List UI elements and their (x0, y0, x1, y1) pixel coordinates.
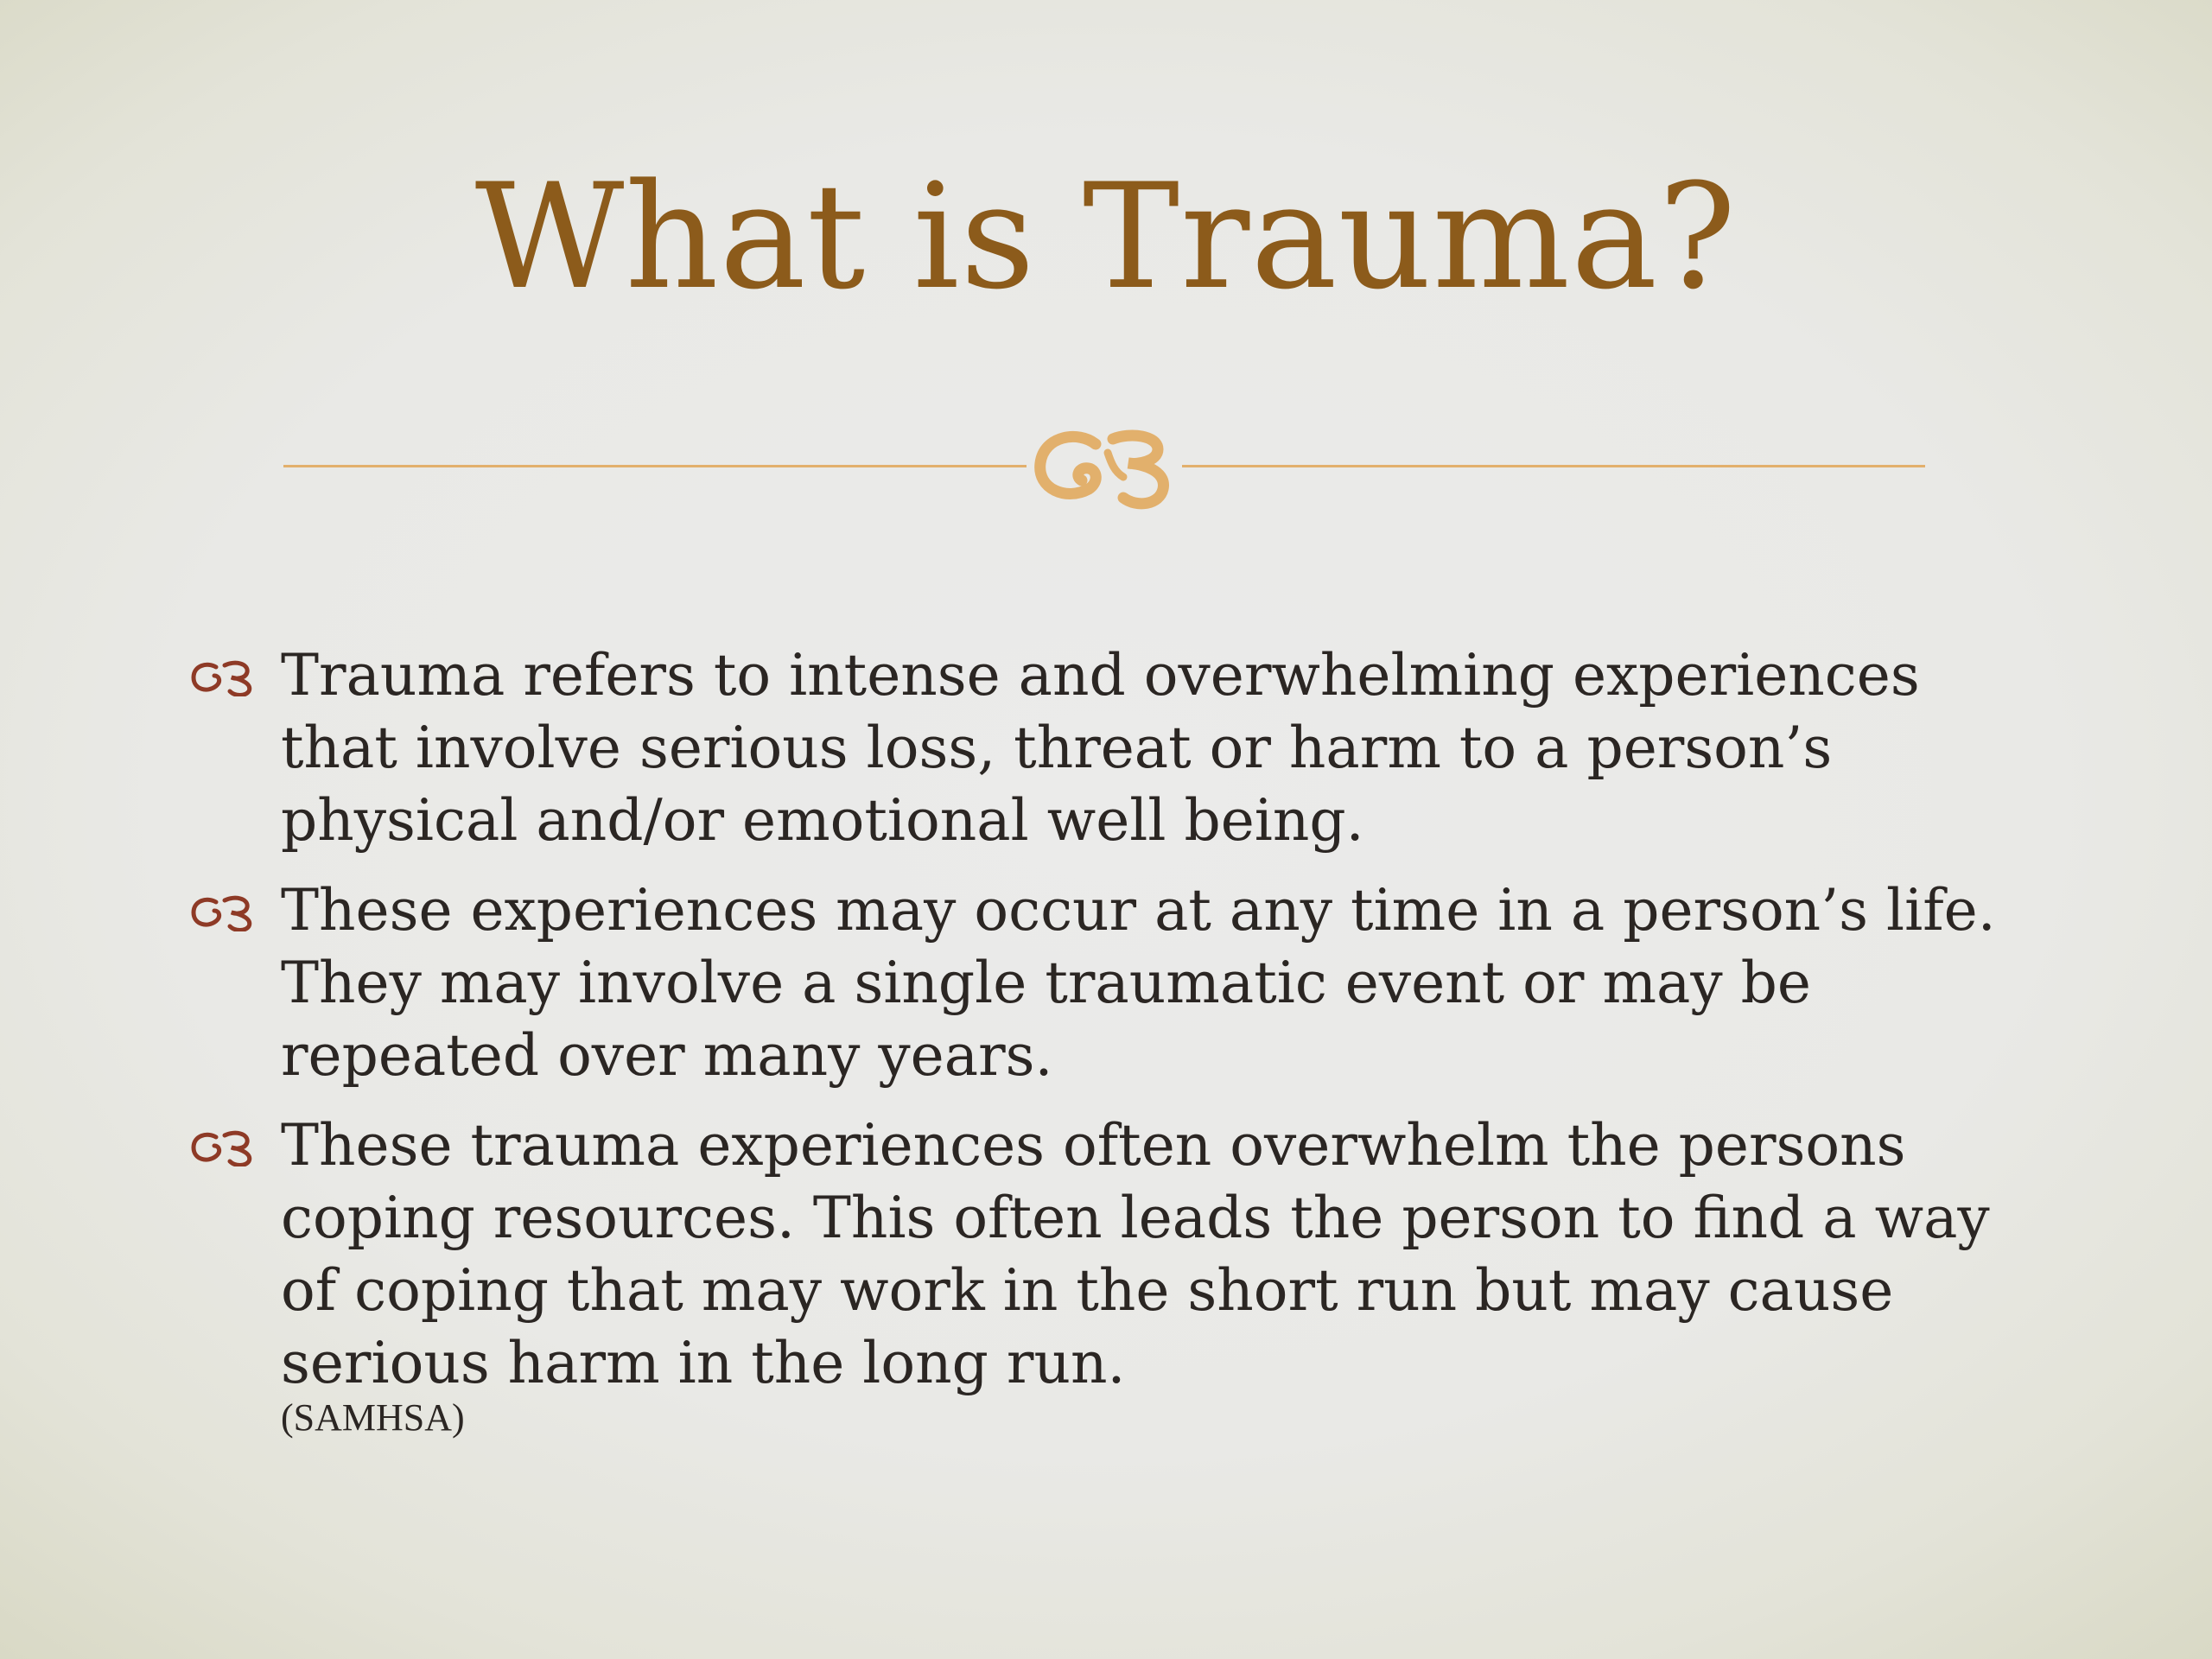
list-item (190, 639, 2039, 857)
slide-title: What is Trauma? (474, 152, 1738, 321)
bullet-text: These experiences may occur at any time in a person’s life. They may involve a single traumatic event or may be repeated over many years. (281, 877, 1996, 1089)
bullet-list (190, 639, 2039, 1457)
list-item (190, 1109, 2039, 1440)
divider-line-right (1182, 465, 1925, 467)
title-divider (283, 420, 1925, 515)
list-item (190, 874, 2039, 1092)
flourish-bullet-icon (190, 893, 256, 931)
divider-line-left (283, 465, 1027, 467)
citation: (SAMHSA) (281, 1396, 465, 1439)
ornament-flourish-icon (1028, 420, 1180, 515)
bullet-text: Trauma refers to intense and overwhelming experiences that involve serious loss, threat or harm to a person’s physical and/or emotional well being. (281, 642, 1920, 854)
flourish-bullet-icon (190, 1128, 256, 1166)
bullet-text: These trauma experiences often overwhelm the persons coping resources. This often leads the person to find a way of coping that may work in the short run but may cause serious harm in the long run. (281, 1112, 1990, 1396)
flourish-bullet-icon (190, 658, 256, 696)
